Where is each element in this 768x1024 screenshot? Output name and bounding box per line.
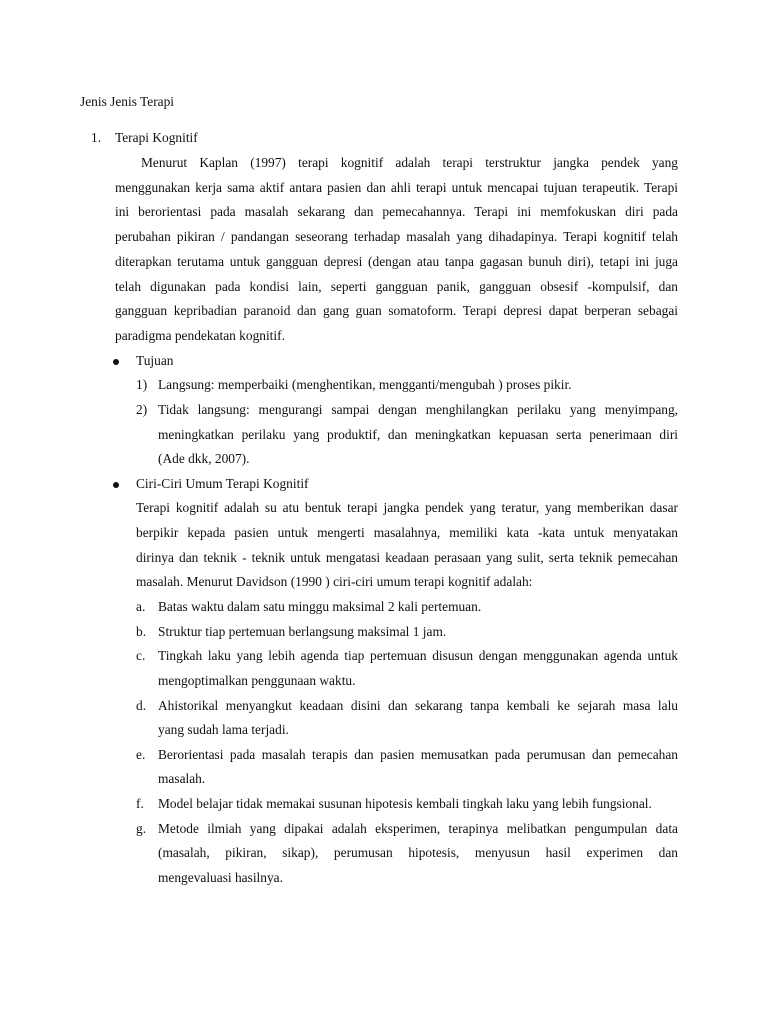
paragraph-line: berpikir kepada pasien untuk mengerti masalahnya, memiliki kata -kata untuk menyatakan — [136, 525, 678, 540]
list-number: 1) — [136, 377, 148, 392]
list-item-text: meningkatkan perilaku yang produktif, dan meningkatkan kepuasan serta penerimaan diri — [158, 427, 678, 442]
list-item-text: yang sudah lama terjadi. — [158, 722, 289, 737]
list-item-text: Batas waktu dalam satu minggu maksimal 2 kali pertemuan. — [158, 599, 482, 614]
list-item-text: Tidak langsung: mengurangi sampai dengan menghilangkan perilaku yang menyimpang, — [158, 402, 678, 417]
document-title: Jenis Jenis Terapi — [80, 94, 175, 109]
paragraph-line: dirinya dan teknik - teknik untuk mengatasi keadaan perasaan yang sulit, serta teknik pemecahan — [136, 550, 678, 565]
list-item-text: (Ade dkk, 2007). — [158, 451, 250, 466]
bullet-icon — [113, 482, 119, 488]
list-item-text: mengoptimalkan penggunaan waktu. — [158, 673, 356, 688]
paragraph-line: telah digunakan pada kondisi lain, seperti gangguan panik, gangguan obsesif -kompulsif, dan — [115, 279, 678, 294]
list-item-text: mengevaluasi hasilnya. — [158, 870, 283, 885]
list-letter: b. — [136, 624, 147, 639]
section-heading: Terapi Kognitif — [115, 130, 198, 145]
paragraph-line: gangguan kepribadian paranoid dan gang guan somatoform. Terapi depresi dapat berperan sebagai — [115, 303, 678, 318]
paragraph-line: Menurut Kaplan (1997) terapi kognitif adalah terapi terstruktur jangka pendek yang — [141, 155, 678, 170]
list-item-text: Metode ilmiah yang dipakai adalah eksperimen, terapinya melibatkan pengumpulan data — [158, 821, 678, 836]
list-item-text: Struktur tiap pertemuan berlangsung maksimal 1 jam. — [158, 624, 447, 639]
tujuan-label: Tujuan — [136, 353, 174, 368]
paragraph-line: paradigma pendekatan kognitif. — [115, 328, 285, 343]
list-item-text: Ahistorikal menyangkut keadaan disini dan sekarang tanpa kembali ke sejarah masa lalu — [158, 698, 678, 713]
ciri-label: Ciri-Ciri Umum Terapi Kognitif — [136, 476, 309, 491]
list-item-text: Langsung: memperbaiki (menghentikan, mengganti/mengubah ) proses pikir. — [158, 377, 572, 392]
list-item-text: Berorientasi pada masalah terapis dan pasien memusatkan pada perumusan dan pemecahan — [158, 747, 678, 762]
list-letter: f. — [136, 796, 144, 811]
paragraph-line: ini berorientasi pada masalah sekarang dan pemecahannya. Terapi ini memfokuskan diri pada — [115, 204, 678, 219]
list-item-text: Model belajar tidak memakai susunan hipotesis kembali tingkah laku yang lebih fungsional. — [158, 796, 652, 811]
list-item-text: masalah. — [158, 771, 206, 786]
list-item-text: (masalah, pikiran, sikap), perumusan hipotesis, menyusun hasil experimen dan — [158, 845, 678, 860]
list-letter: d. — [136, 698, 147, 713]
list-letter: c. — [136, 648, 146, 663]
paragraph-line: menggunakan kerja sama aktif antara pasien dan ahli terapi untuk mencapai tujuan terapeutik. Terapi — [115, 180, 678, 195]
paragraph-line: Terapi kognitif adalah su atu bentuk terapi jangka pendek yang teratur, yang memberikan dasar — [136, 500, 678, 515]
list-item-text: Tingkah laku yang lebih agenda tiap pertemuan disusun dengan menggunakan agenda untuk — [158, 648, 678, 663]
list-letter: e. — [136, 747, 146, 762]
bullet-icon — [113, 359, 119, 365]
list-letter: a. — [136, 599, 146, 614]
paragraph-line: diterapkan terutama untuk gangguan depresi (dengan atau tanpa gagasan bunuh diri), tetapi ini juga — [115, 254, 678, 269]
list-letter: g. — [136, 821, 147, 836]
paragraph-line: masalah. Menurut Davidson (1990 ) ciri-ciri umum terapi kognitif adalah: — [136, 574, 533, 589]
paragraph-line: perubahan pikiran / pandangan seseorang terhadap masalah yang dihadapinya. Terapi kognitif telah — [115, 229, 678, 244]
section-number: 1. — [91, 130, 102, 145]
list-number: 2) — [136, 402, 148, 417]
